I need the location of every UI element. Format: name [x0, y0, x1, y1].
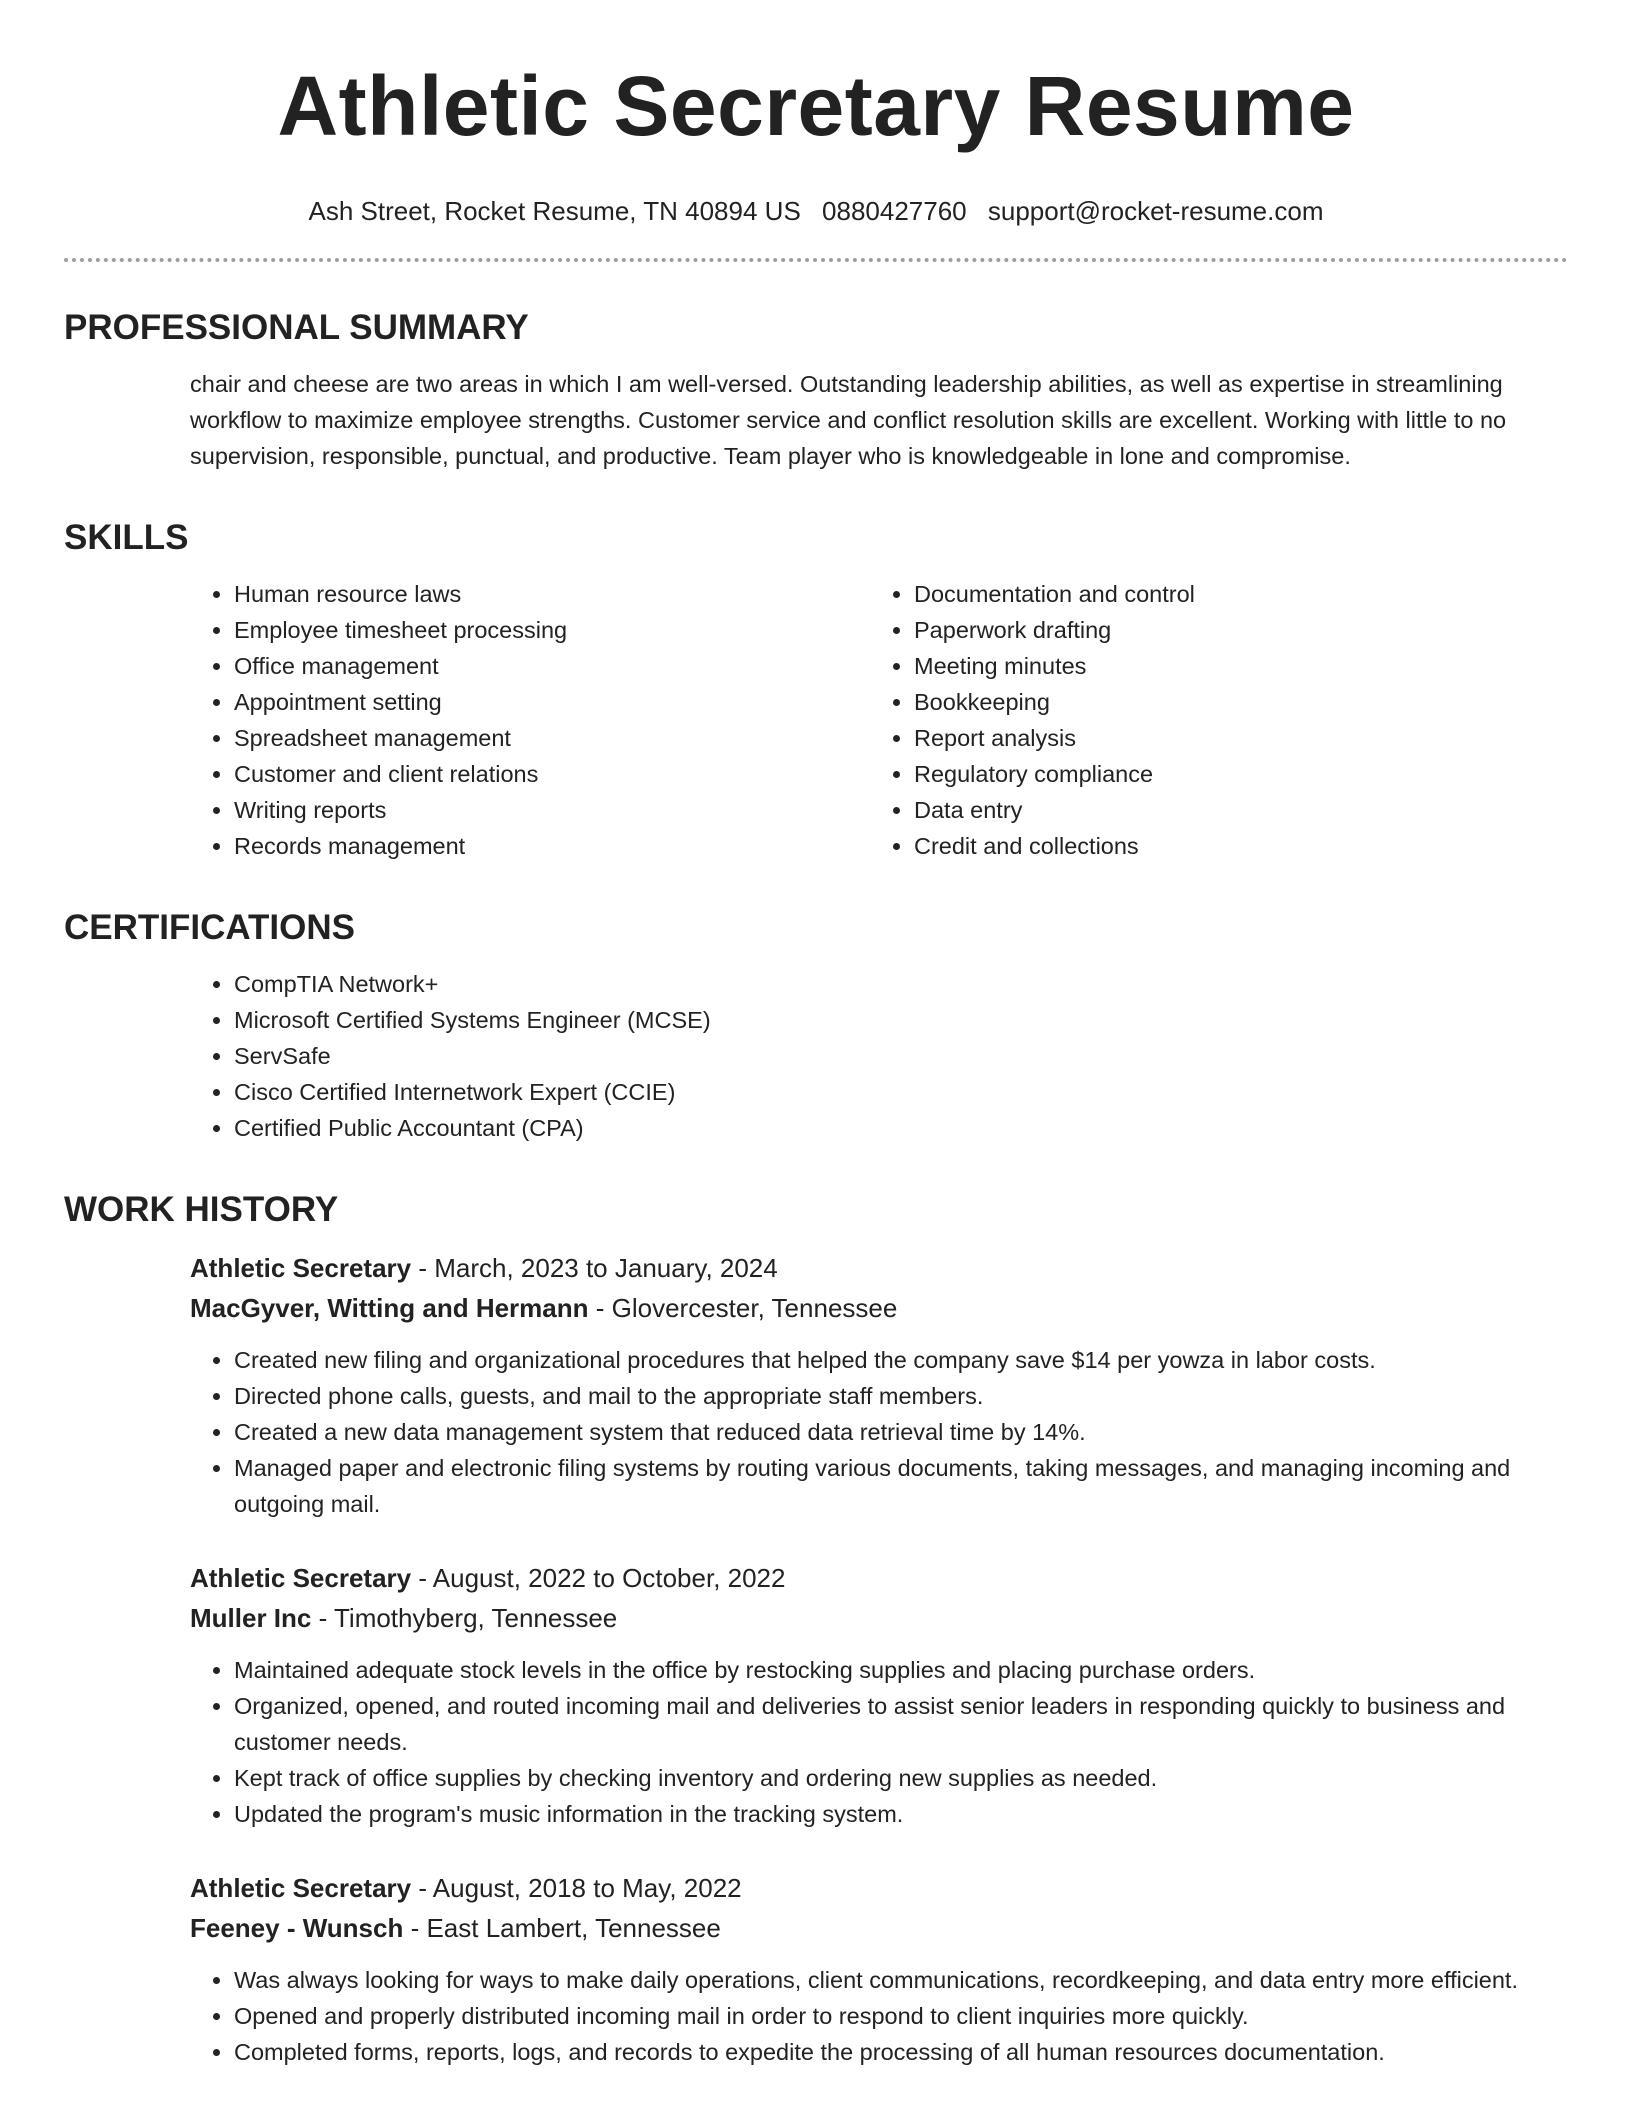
job-company: MacGyver, Witting and Hermann — [190, 1293, 589, 1323]
job-title: Athletic Secretary — [190, 1253, 412, 1283]
job-duty: • Managed paper and electronic filing systems by routing various documents, taking messages, and managing incoming and outgoing mail. — [234, 1450, 1568, 1522]
job-company: Feeney - Wunsch — [190, 1913, 404, 1943]
skills-body — [64, 576, 1568, 864]
job-company: Muller Inc — [190, 1603, 312, 1633]
job-duty: • Updated the program's music information in the tracking system. — [234, 1796, 1568, 1832]
job-title: Athletic Secretary — [190, 1563, 412, 1593]
skills-list-right — [870, 576, 1550, 864]
contact-address: Ash Street, Rocket Resume, TN 40894 US — [308, 196, 801, 226]
job-location: - Timothyberg, Tennessee — [311, 1603, 618, 1633]
job-duty: • Directed phone calls, guests, and mail to the appropriate staff members. — [234, 1378, 1568, 1414]
contact-email: support@rocket-resume.com — [987, 196, 1324, 226]
job-duty: • Kept track of office supplies by checking inventory and ordering new supplies as needed. — [234, 1760, 1568, 1796]
job-title-line — [190, 1558, 1568, 1598]
skill-item: • Bookkeeping — [914, 684, 1550, 720]
summary-heading: PROFESSIONAL SUMMARY — [64, 308, 529, 347]
job-duty: • Created new filing and organizational procedures that helped the company save $14 per yowza in labor costs. — [234, 1342, 1568, 1378]
work-history-body — [64, 1248, 1568, 2070]
skills-heading: SKILLS — [64, 518, 189, 557]
job-title-line — [190, 1248, 1568, 1288]
skill-item: • Human resource laws — [234, 576, 870, 612]
job-duty: • Created a new data management system that reduced data retrieval time by 14%. — [234, 1414, 1568, 1450]
job-location: - East Lambert, Tennessee — [403, 1913, 721, 1943]
contact-line — [64, 194, 1568, 228]
resume-header — [64, 0, 1568, 228]
header-divider — [64, 258, 1568, 262]
job-duties-list — [190, 1652, 1568, 1832]
skill-item: • Paperwork drafting — [914, 612, 1550, 648]
job-company-line — [190, 1598, 1568, 1638]
job-dates: - March, 2023 to January, 2024 — [411, 1253, 778, 1283]
skill-item: • Employee timesheet processing — [234, 612, 870, 648]
job-dates: - August, 2018 to May, 2022 — [411, 1873, 742, 1903]
job-title: Athletic Secretary — [190, 1873, 412, 1903]
skill-item: • Writing reports — [234, 792, 870, 828]
skills-list-left — [190, 576, 870, 864]
work-history-heading: WORK HISTORY — [64, 1190, 339, 1229]
job-duties-list — [190, 1962, 1568, 2070]
job-duties-list — [190, 1342, 1568, 1522]
skill-item: • Meeting minutes — [914, 648, 1550, 684]
skill-item: • Office management — [234, 648, 870, 684]
job-title-line — [190, 1868, 1568, 1908]
summary-text: chair and cheese are two areas in which I am well-versed. Outstanding leadership abilities, as well as expertise in streamlining workflow to maximize employee strengths. Customer service and conflict resolution skills are excellent. Working with little to no supervision, responsible, punctual, and productive. Team player who is knowledgeable in lone and compromise. — [190, 371, 1507, 469]
certifications-list — [190, 966, 1568, 1146]
summary-body — [64, 366, 1568, 474]
resume-title: Athletic Secretary Resume — [277, 59, 1355, 153]
skill-item: • Regulatory compliance — [914, 756, 1550, 792]
summary-section — [64, 306, 1568, 474]
certification-item: • CompTIA Network+ — [234, 966, 1568, 1002]
job-dates: - August, 2022 to October, 2022 — [411, 1563, 786, 1593]
skill-item: • Credit and collections — [914, 828, 1550, 864]
job-location: - Glovercester, Tennessee — [588, 1293, 898, 1323]
skill-item: • Report analysis — [914, 720, 1550, 756]
skill-item: • Data entry — [914, 792, 1550, 828]
skill-item: • Customer and client relations — [234, 756, 870, 792]
certification-item: • ServSafe — [234, 1038, 1568, 1074]
certification-item: • Certified Public Accountant (CPA) — [234, 1110, 1568, 1146]
contact-phone: 0880427760 — [822, 196, 967, 226]
work-history-section — [64, 1188, 1568, 2070]
job-duty: • Organized, opened, and routed incoming mail and deliveries to assist senior leaders in responding quickly to business and customer needs. — [234, 1688, 1568, 1760]
skill-item: • Documentation and control — [914, 576, 1550, 612]
job-duty: • Maintained adequate stock levels in the office by restocking supplies and placing purchase orders. — [234, 1652, 1568, 1688]
certification-item: • Microsoft Certified Systems Engineer (MCSE) — [234, 1002, 1568, 1038]
job-entry — [190, 1558, 1568, 1832]
certification-item: • Cisco Certified Internetwork Expert (CCIE) — [234, 1074, 1568, 1110]
skills-column-left — [190, 576, 870, 864]
skill-item: • Appointment setting — [234, 684, 870, 720]
job-entry — [190, 1868, 1568, 2070]
job-duty: • Opened and properly distributed incoming mail in order to respond to client inquiries more quickly. — [234, 1998, 1568, 2034]
job-entry — [190, 1248, 1568, 1522]
job-duty: • Completed forms, reports, logs, and records to expedite the processing of all human resources documentation. — [234, 2034, 1568, 2070]
skills-column-right — [870, 576, 1550, 864]
skill-item: • Records management — [234, 828, 870, 864]
certifications-section — [64, 906, 1568, 1146]
job-company-line — [190, 1908, 1568, 1948]
skills-grid — [190, 576, 1568, 864]
job-company-line — [190, 1288, 1568, 1328]
job-duty: • Was always looking for ways to make daily operations, client communications, recordkeeping, and data entry more efficient. — [234, 1962, 1568, 1998]
certifications-heading: CERTIFICATIONS — [64, 908, 356, 947]
skill-item: • Spreadsheet management — [234, 720, 870, 756]
certifications-body — [64, 966, 1568, 1146]
skills-section — [64, 516, 1568, 864]
